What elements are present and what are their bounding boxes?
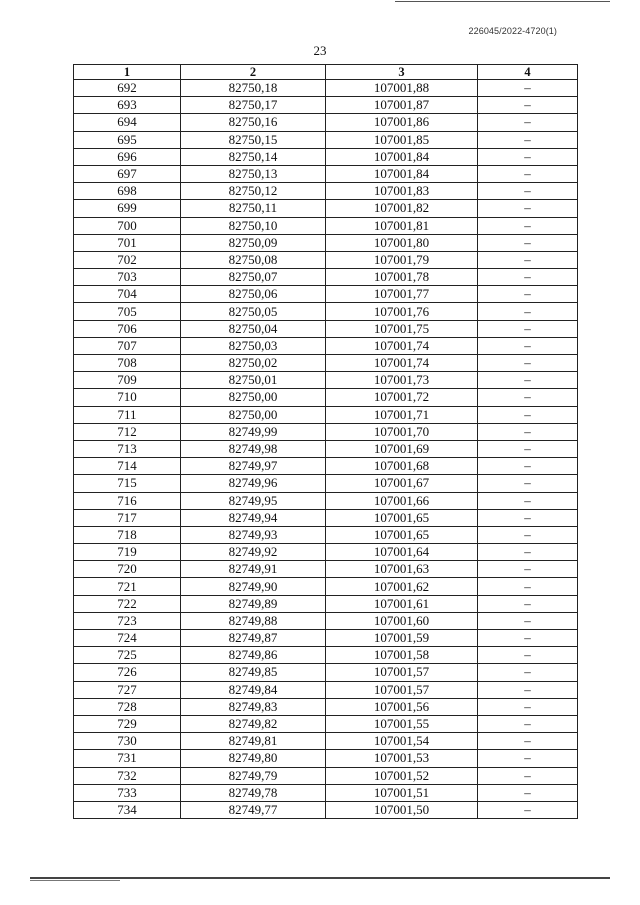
table-row <box>74 801 578 818</box>
table-header-row <box>74 65 578 80</box>
x-coordinate-cell: 82749,82 <box>181 715 326 732</box>
note-cell: – <box>478 612 578 629</box>
note-cell: – <box>478 595 578 612</box>
y-coordinate-cell: 107001,59 <box>326 630 478 647</box>
note-cell: – <box>478 492 578 509</box>
point-number-cell: 695 <box>74 131 181 148</box>
table-row <box>74 664 578 681</box>
x-coordinate-cell: 82750,14 <box>181 148 326 165</box>
table-row <box>74 372 578 389</box>
top-rule <box>395 1 610 2</box>
y-coordinate-cell: 107001,75 <box>326 320 478 337</box>
table-row <box>74 526 578 543</box>
column-header-2: 2 <box>181 65 326 80</box>
x-coordinate-cell: 82749,78 <box>181 784 326 801</box>
table-row <box>74 114 578 131</box>
y-coordinate-cell: 107001,88 <box>326 80 478 97</box>
point-number-cell: 713 <box>74 440 181 457</box>
note-cell: – <box>478 526 578 543</box>
point-number-cell: 722 <box>74 595 181 612</box>
y-coordinate-cell: 107001,77 <box>326 286 478 303</box>
note-cell: – <box>478 423 578 440</box>
point-number-cell: 693 <box>74 97 181 114</box>
note-cell: – <box>478 148 578 165</box>
table-row <box>74 165 578 182</box>
x-coordinate-cell: 82750,07 <box>181 269 326 286</box>
y-coordinate-cell: 107001,82 <box>326 200 478 217</box>
note-cell: – <box>478 630 578 647</box>
y-coordinate-cell: 107001,81 <box>326 217 478 234</box>
table-row <box>74 715 578 732</box>
table-row <box>74 612 578 629</box>
table-row <box>74 647 578 664</box>
y-coordinate-cell: 107001,74 <box>326 337 478 354</box>
point-number-cell: 711 <box>74 406 181 423</box>
point-number-cell: 710 <box>74 389 181 406</box>
x-coordinate-cell: 82749,94 <box>181 509 326 526</box>
note-cell: – <box>478 269 578 286</box>
point-number-cell: 698 <box>74 183 181 200</box>
point-number-cell: 700 <box>74 217 181 234</box>
x-coordinate-cell: 82749,79 <box>181 767 326 784</box>
table-row <box>74 97 578 114</box>
table-row <box>74 131 578 148</box>
x-coordinate-cell: 82750,09 <box>181 234 326 251</box>
note-cell: – <box>478 165 578 182</box>
table-row <box>74 698 578 715</box>
table-row <box>74 492 578 509</box>
note-cell: – <box>478 251 578 268</box>
point-number-cell: 725 <box>74 647 181 664</box>
x-coordinate-cell: 82750,17 <box>181 97 326 114</box>
y-coordinate-cell: 107001,51 <box>326 784 478 801</box>
y-coordinate-cell: 107001,86 <box>326 114 478 131</box>
point-number-cell: 716 <box>74 492 181 509</box>
x-coordinate-cell: 82750,12 <box>181 183 326 200</box>
point-number-cell: 709 <box>74 372 181 389</box>
point-number-cell: 697 <box>74 165 181 182</box>
note-cell: – <box>478 131 578 148</box>
x-coordinate-cell: 82750,13 <box>181 165 326 182</box>
table-row <box>74 561 578 578</box>
x-coordinate-cell: 82749,80 <box>181 750 326 767</box>
note-cell: – <box>478 355 578 372</box>
x-coordinate-cell: 82750,10 <box>181 217 326 234</box>
table-row <box>74 320 578 337</box>
y-coordinate-cell: 107001,76 <box>326 303 478 320</box>
y-coordinate-cell: 107001,54 <box>326 733 478 750</box>
note-cell: – <box>478 97 578 114</box>
note-cell: – <box>478 114 578 131</box>
note-cell: – <box>478 475 578 492</box>
table-row <box>74 784 578 801</box>
point-number-cell: 717 <box>74 509 181 526</box>
point-number-cell: 705 <box>74 303 181 320</box>
note-cell: – <box>478 337 578 354</box>
x-coordinate-cell: 82749,91 <box>181 561 326 578</box>
column-header-3: 3 <box>326 65 478 80</box>
point-number-cell: 694 <box>74 114 181 131</box>
x-coordinate-cell: 82750,16 <box>181 114 326 131</box>
note-cell: – <box>478 183 578 200</box>
x-coordinate-cell: 82749,92 <box>181 544 326 561</box>
note-cell: – <box>478 303 578 320</box>
page-number: 23 <box>313 43 327 58</box>
document-number: 226045/2022-4720(1) <box>468 26 557 36</box>
x-coordinate-cell: 82750,05 <box>181 303 326 320</box>
note-cell: – <box>478 544 578 561</box>
y-coordinate-cell: 107001,55 <box>326 715 478 732</box>
table-row <box>74 355 578 372</box>
point-number-cell: 726 <box>74 664 181 681</box>
x-coordinate-cell: 82749,77 <box>181 801 326 818</box>
coordinates-table <box>73 64 578 819</box>
table-row <box>74 578 578 595</box>
note-cell: – <box>478 561 578 578</box>
x-coordinate-cell: 82749,88 <box>181 612 326 629</box>
table-row <box>74 80 578 97</box>
point-number-cell: 724 <box>74 630 181 647</box>
table-row <box>74 251 578 268</box>
x-coordinate-cell: 82749,90 <box>181 578 326 595</box>
table-row <box>74 630 578 647</box>
x-coordinate-cell: 82749,95 <box>181 492 326 509</box>
point-number-cell: 728 <box>74 698 181 715</box>
point-number-cell: 719 <box>74 544 181 561</box>
point-number-cell: 723 <box>74 612 181 629</box>
column-header-4: 4 <box>478 65 578 80</box>
y-coordinate-cell: 107001,65 <box>326 526 478 543</box>
note-cell: – <box>478 801 578 818</box>
x-coordinate-cell: 82749,99 <box>181 423 326 440</box>
y-coordinate-cell: 107001,73 <box>326 372 478 389</box>
note-cell: – <box>478 217 578 234</box>
y-coordinate-cell: 107001,66 <box>326 492 478 509</box>
x-coordinate-cell: 82750,08 <box>181 251 326 268</box>
x-coordinate-cell: 82749,86 <box>181 647 326 664</box>
note-cell: – <box>478 578 578 595</box>
x-coordinate-cell: 82749,97 <box>181 458 326 475</box>
y-coordinate-cell: 107001,60 <box>326 612 478 629</box>
point-number-cell: 729 <box>74 715 181 732</box>
note-cell: – <box>478 458 578 475</box>
x-coordinate-cell: 82750,15 <box>181 131 326 148</box>
point-number-cell: 718 <box>74 526 181 543</box>
table-row <box>74 595 578 612</box>
y-coordinate-cell: 107001,79 <box>326 251 478 268</box>
point-number-cell: 706 <box>74 320 181 337</box>
point-number-cell: 701 <box>74 234 181 251</box>
note-cell: – <box>478 389 578 406</box>
note-cell: – <box>478 372 578 389</box>
point-number-cell: 731 <box>74 750 181 767</box>
y-coordinate-cell: 107001,71 <box>326 406 478 423</box>
x-coordinate-cell: 82749,93 <box>181 526 326 543</box>
point-number-cell: 733 <box>74 784 181 801</box>
note-cell: – <box>478 286 578 303</box>
y-coordinate-cell: 107001,74 <box>326 355 478 372</box>
y-coordinate-cell: 107001,50 <box>326 801 478 818</box>
table-row <box>74 286 578 303</box>
x-coordinate-cell: 82749,84 <box>181 681 326 698</box>
table-row <box>74 544 578 561</box>
y-coordinate-cell: 107001,56 <box>326 698 478 715</box>
y-coordinate-cell: 107001,64 <box>326 544 478 561</box>
point-number-cell: 703 <box>74 269 181 286</box>
y-coordinate-cell: 107001,70 <box>326 423 478 440</box>
y-coordinate-cell: 107001,58 <box>326 647 478 664</box>
y-coordinate-cell: 107001,61 <box>326 595 478 612</box>
note-cell: – <box>478 767 578 784</box>
note-cell: – <box>478 681 578 698</box>
bottom-rule-short <box>30 880 120 881</box>
point-number-cell: 702 <box>74 251 181 268</box>
note-cell: – <box>478 750 578 767</box>
table-row <box>74 475 578 492</box>
point-number-cell: 714 <box>74 458 181 475</box>
y-coordinate-cell: 107001,65 <box>326 509 478 526</box>
table-row <box>74 234 578 251</box>
x-coordinate-cell: 82750,06 <box>181 286 326 303</box>
y-coordinate-cell: 107001,57 <box>326 664 478 681</box>
table-row <box>74 183 578 200</box>
y-coordinate-cell: 107001,69 <box>326 440 478 457</box>
point-number-cell: 708 <box>74 355 181 372</box>
y-coordinate-cell: 107001,62 <box>326 578 478 595</box>
x-coordinate-cell: 82749,85 <box>181 664 326 681</box>
note-cell: – <box>478 784 578 801</box>
point-number-cell: 734 <box>74 801 181 818</box>
y-coordinate-cell: 107001,83 <box>326 183 478 200</box>
y-coordinate-cell: 107001,72 <box>326 389 478 406</box>
table-row <box>74 458 578 475</box>
table-row <box>74 303 578 320</box>
y-coordinate-cell: 107001,52 <box>326 767 478 784</box>
x-coordinate-cell: 82750,03 <box>181 337 326 354</box>
note-cell: – <box>478 80 578 97</box>
note-cell: – <box>478 647 578 664</box>
note-cell: – <box>478 733 578 750</box>
x-coordinate-cell: 82750,00 <box>181 406 326 423</box>
x-coordinate-cell: 82749,81 <box>181 733 326 750</box>
note-cell: – <box>478 320 578 337</box>
table-row <box>74 389 578 406</box>
y-coordinate-cell: 107001,68 <box>326 458 478 475</box>
y-coordinate-cell: 107001,63 <box>326 561 478 578</box>
y-coordinate-cell: 107001,57 <box>326 681 478 698</box>
note-cell: – <box>478 698 578 715</box>
table-row <box>74 217 578 234</box>
note-cell: – <box>478 664 578 681</box>
note-cell: – <box>478 715 578 732</box>
y-coordinate-cell: 107001,53 <box>326 750 478 767</box>
x-coordinate-cell: 82749,96 <box>181 475 326 492</box>
y-coordinate-cell: 107001,78 <box>326 269 478 286</box>
note-cell: – <box>478 234 578 251</box>
table-row <box>74 440 578 457</box>
table-row <box>74 733 578 750</box>
point-number-cell: 696 <box>74 148 181 165</box>
x-coordinate-cell: 82750,18 <box>181 80 326 97</box>
point-number-cell: 692 <box>74 80 181 97</box>
note-cell: – <box>478 440 578 457</box>
note-cell: – <box>478 509 578 526</box>
column-header-1: 1 <box>74 65 181 80</box>
table-row <box>74 269 578 286</box>
table-row <box>74 423 578 440</box>
note-cell: – <box>478 406 578 423</box>
point-number-cell: 704 <box>74 286 181 303</box>
point-number-cell: 730 <box>74 733 181 750</box>
x-coordinate-cell: 82749,89 <box>181 595 326 612</box>
point-number-cell: 721 <box>74 578 181 595</box>
table-body <box>74 80 578 819</box>
x-coordinate-cell: 82750,00 <box>181 389 326 406</box>
table-row <box>74 406 578 423</box>
y-coordinate-cell: 107001,87 <box>326 97 478 114</box>
table-row <box>74 681 578 698</box>
table-row <box>74 509 578 526</box>
y-coordinate-cell: 107001,67 <box>326 475 478 492</box>
y-coordinate-cell: 107001,84 <box>326 148 478 165</box>
x-coordinate-cell: 82750,01 <box>181 372 326 389</box>
bottom-rule <box>30 877 610 879</box>
x-coordinate-cell: 82750,11 <box>181 200 326 217</box>
y-coordinate-cell: 107001,85 <box>326 131 478 148</box>
point-number-cell: 715 <box>74 475 181 492</box>
x-coordinate-cell: 82749,98 <box>181 440 326 457</box>
y-coordinate-cell: 107001,84 <box>326 165 478 182</box>
y-coordinate-cell: 107001,80 <box>326 234 478 251</box>
x-coordinate-cell: 82750,04 <box>181 320 326 337</box>
x-coordinate-cell: 82749,87 <box>181 630 326 647</box>
table-row <box>74 200 578 217</box>
table-row <box>74 767 578 784</box>
point-number-cell: 727 <box>74 681 181 698</box>
point-number-cell: 712 <box>74 423 181 440</box>
x-coordinate-cell: 82749,83 <box>181 698 326 715</box>
point-number-cell: 699 <box>74 200 181 217</box>
point-number-cell: 732 <box>74 767 181 784</box>
table-row <box>74 337 578 354</box>
point-number-cell: 707 <box>74 337 181 354</box>
table-row <box>74 148 578 165</box>
note-cell: – <box>478 200 578 217</box>
point-number-cell: 720 <box>74 561 181 578</box>
x-coordinate-cell: 82750,02 <box>181 355 326 372</box>
table-row <box>74 750 578 767</box>
